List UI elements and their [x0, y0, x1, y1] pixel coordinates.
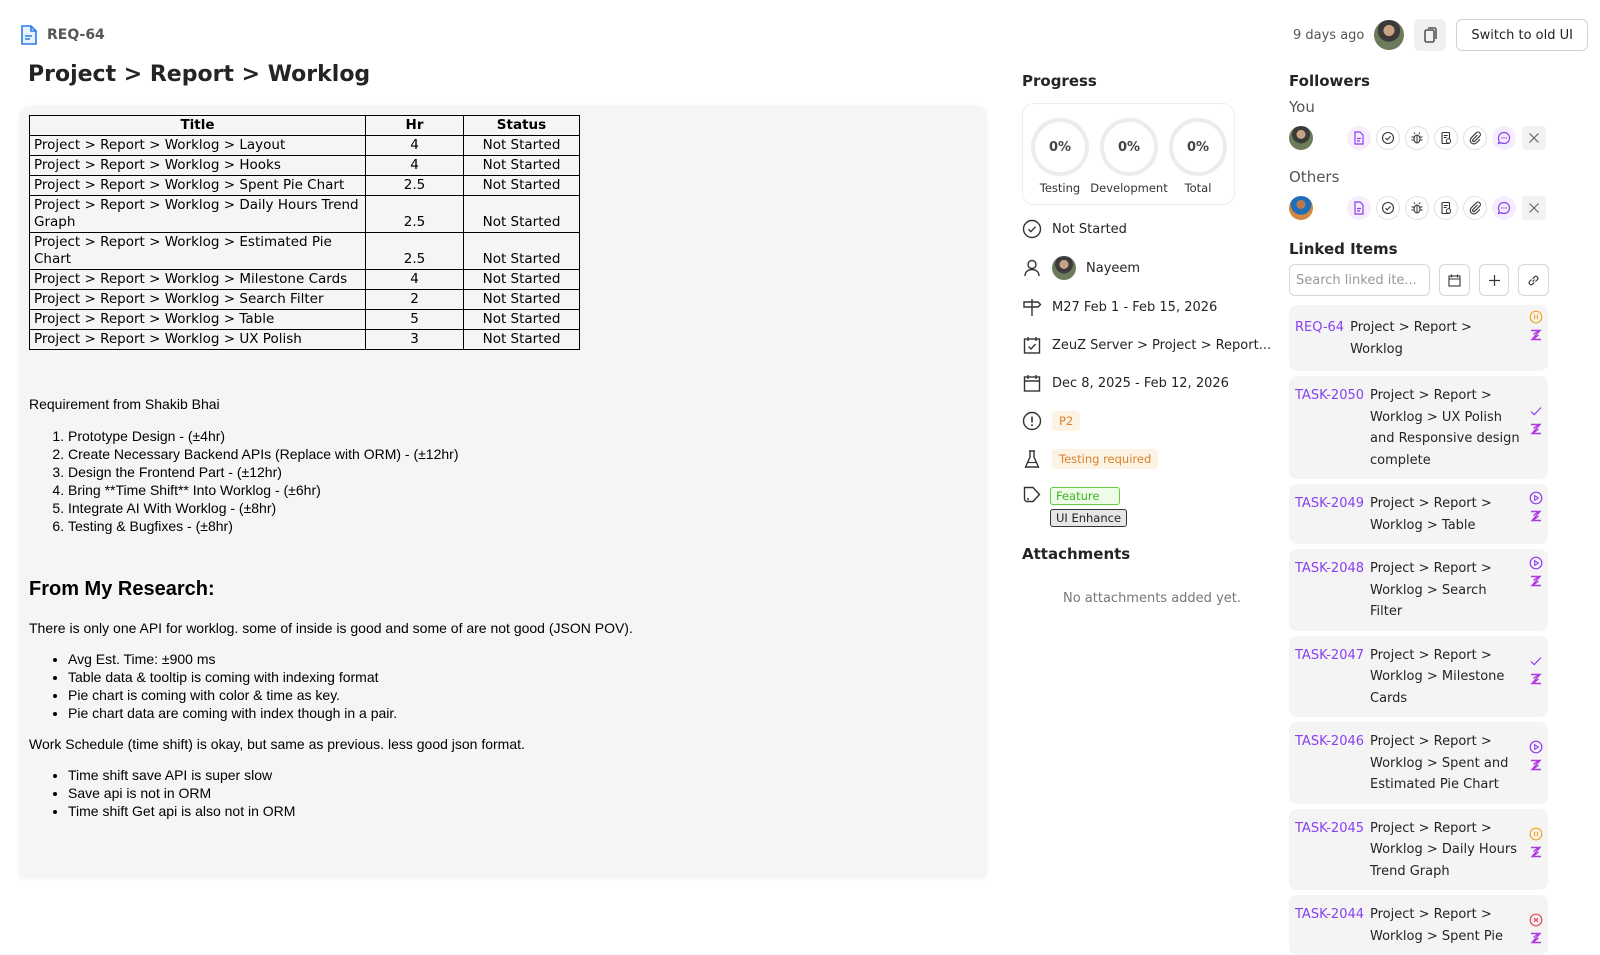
- paperclip-icon: [1468, 201, 1482, 215]
- cell-hr: 5: [366, 310, 464, 330]
- linked-item-id[interactable]: TASK-2046: [1295, 734, 1365, 749]
- zeuz-logo-icon: [1529, 422, 1543, 436]
- priority-badge: P2: [1052, 411, 1080, 431]
- cell-title: Project > Report > Worklog > Hooks: [30, 156, 366, 176]
- follow-testcase-toggle[interactable]: [1434, 126, 1458, 150]
- zeuz-logo-icon: [1529, 931, 1543, 945]
- document-icon: [1352, 201, 1366, 215]
- linked-item-title: Project > Report > Worklog: [1350, 320, 1472, 357]
- document-icon: [20, 25, 37, 45]
- done-check-icon: [1529, 404, 1543, 418]
- cell-status: Not Started: [464, 310, 580, 330]
- check-circle-icon: [1022, 219, 1042, 239]
- table-row: [30, 270, 580, 290]
- progress-label: Testing: [1039, 181, 1081, 195]
- parent-field[interactable]: [1022, 333, 1272, 357]
- page-title: Project > Report > Worklog: [28, 62, 371, 87]
- cell-status: Not Started: [464, 330, 580, 350]
- in-progress-status-icon: [1529, 740, 1543, 754]
- zeuz-logo-icon: [1529, 758, 1543, 772]
- schedule-intro: Work Schedule (time shift) is okay, but same as previous. less good json format.: [29, 736, 525, 752]
- follow-attachment-toggle[interactable]: [1463, 126, 1487, 150]
- cell-status: Not Started: [464, 176, 580, 196]
- zeuz-logo-icon: [1529, 328, 1543, 342]
- linked-item-title: Project > Report > Worklog > Spent Pie: [1370, 907, 1504, 944]
- link-icon: [1526, 273, 1541, 288]
- column-header: Title: [30, 116, 366, 136]
- test-case-icon: [1439, 131, 1453, 145]
- list-item: 1. Prototype Design - (±4hr): [68, 427, 977, 445]
- list-item: • Time shift save API is super slow: [68, 766, 977, 784]
- follow-task-toggle[interactable]: [1376, 196, 1400, 220]
- table-header-row: [30, 116, 580, 136]
- follow-testcase-toggle[interactable]: [1434, 196, 1458, 220]
- cell-status: Not Started: [464, 233, 580, 270]
- follow-comment-toggle[interactable]: [1492, 126, 1516, 150]
- calendar-icon: [1447, 273, 1462, 288]
- follow-requirement-toggle[interactable]: [1347, 196, 1371, 220]
- follow-attachment-toggle[interactable]: [1463, 196, 1487, 220]
- date-range-value: Dec 8, 2025 - Feb 12, 2026: [1052, 375, 1229, 391]
- progress-total: [1169, 118, 1227, 204]
- follow-bug-toggle[interactable]: [1405, 126, 1429, 150]
- requirement-heading: Requirement from Shakib Bhai: [29, 396, 220, 412]
- linked-item-title: Project > Report > Worklog > Search Filter: [1370, 561, 1492, 619]
- followers-others-label: Others: [1289, 168, 1340, 186]
- switch-old-ui-button[interactable]: Switch to old UI: [1456, 19, 1588, 51]
- signpost-icon: [1022, 297, 1042, 317]
- linked-date-filter-button[interactable]: [1439, 264, 1470, 296]
- linked-item-id[interactable]: TASK-2044: [1295, 907, 1365, 922]
- linked-item-id[interactable]: TASK-2050: [1295, 388, 1365, 403]
- progress-ring: 0%: [1100, 118, 1158, 176]
- progress-label: Development: [1090, 181, 1168, 195]
- cell-title: Project > Report > Worklog > Daily Hours Trend Graph: [30, 196, 366, 233]
- list-item: • Table data & tooltip is coming with indexing format: [68, 668, 977, 686]
- person-icon: [1022, 258, 1042, 278]
- cell-title: Project > Report > Worklog > Search Filter: [30, 290, 366, 310]
- remove-follower-button[interactable]: [1522, 196, 1546, 220]
- sidebar-right: [1289, 72, 1549, 955]
- follow-comment-toggle[interactable]: [1492, 196, 1516, 220]
- item-id-badge: [20, 25, 105, 45]
- list-item: • Save api is not in ORM: [68, 784, 977, 802]
- zeuz-logo-icon: [1529, 845, 1543, 859]
- close-icon: [1528, 132, 1540, 144]
- list-item: • Pie chart is coming with color & time as key.: [68, 686, 977, 704]
- copy-button[interactable]: [1414, 19, 1446, 51]
- list-item: 6. Testing & Bugfixes - (±8hr): [68, 517, 977, 535]
- cell-hr: 4: [366, 156, 464, 176]
- list-item: 3. Design the Frontend Part - (±12hr): [68, 463, 977, 481]
- follower-avatar: [1289, 196, 1313, 220]
- schedule-points: [29, 766, 977, 820]
- cell-hr: 2.5: [366, 233, 464, 270]
- plus-icon: [1487, 273, 1502, 288]
- comment-icon: [1497, 131, 1511, 145]
- assignee-avatar: [1052, 256, 1076, 280]
- cell-title: Project > Report > Worklog > Milestone Cards: [30, 270, 366, 290]
- in-progress-status-icon: [1529, 556, 1543, 570]
- progress-card: [1022, 103, 1235, 205]
- linked-item[interactable]: [1289, 809, 1548, 891]
- paperclip-icon: [1468, 131, 1482, 145]
- follow-requirement-toggle[interactable]: [1347, 126, 1371, 150]
- zeuz-logo-icon: [1529, 509, 1543, 523]
- labels-field[interactable]: [1022, 485, 1272, 527]
- cancelled-status-icon: [1529, 913, 1543, 927]
- check-circle-icon: [1381, 131, 1395, 145]
- bug-icon: [1410, 131, 1424, 145]
- remove-follower-button[interactable]: [1522, 126, 1546, 150]
- linked-item-title: Project > Report > Worklog > Milestone Cards: [1370, 647, 1505, 706]
- linked-item[interactable]: [1289, 895, 1548, 955]
- linked-items-list: [1289, 305, 1549, 955]
- creator-avatar[interactable]: [1374, 20, 1404, 50]
- cell-title: Project > Report > Worklog > UX Polish: [30, 330, 366, 350]
- followers-title: Followers: [1289, 72, 1370, 90]
- paused-status-icon: [1529, 827, 1543, 841]
- cell-title: Project > Report > Worklog > Estimated Pie Chart: [30, 233, 366, 270]
- linked-item-title: Project > Report > Worklog > UX Polish and Responsive design complete: [1370, 388, 1520, 468]
- add-linked-item-button[interactable]: [1479, 264, 1510, 296]
- progress-ring: 0%: [1169, 118, 1227, 176]
- linked-item-id[interactable]: TASK-2048: [1295, 561, 1365, 576]
- cell-title: Project > Report > Worklog > Table: [30, 310, 366, 330]
- description-panel[interactable]: [20, 106, 986, 877]
- progress-label: Total: [1184, 181, 1212, 195]
- cell-hr: 2.5: [366, 196, 464, 233]
- assignee-field[interactable]: [1022, 255, 1272, 281]
- follow-task-toggle[interactable]: [1376, 126, 1400, 150]
- link-item-button[interactable]: [1518, 264, 1549, 296]
- table-row: [30, 290, 580, 310]
- cell-title: Project > Report > Worklog > Layout: [30, 136, 366, 156]
- milestone-field[interactable]: [1022, 295, 1272, 319]
- worklog-table: [29, 115, 580, 350]
- alert-circle-icon: [1022, 411, 1042, 431]
- milestone-value: M27 Feb 1 - Feb 15, 2026: [1052, 299, 1218, 315]
- test-case-icon: [1439, 201, 1453, 215]
- linked-item[interactable]: [1289, 722, 1548, 804]
- cell-status: Not Started: [464, 156, 580, 176]
- table-row: [30, 196, 580, 233]
- calendar-icon: [1022, 373, 1042, 393]
- label-feature[interactable]: Feature: [1050, 487, 1120, 505]
- linked-item-id[interactable]: TASK-2049: [1295, 496, 1365, 511]
- cell-hr: 4: [366, 136, 464, 156]
- linked-items-toolbar: [1289, 264, 1549, 296]
- flask-icon: [1022, 449, 1042, 469]
- check-circle-icon: [1381, 201, 1395, 215]
- done-check-icon: [1529, 654, 1543, 668]
- linked-item-id[interactable]: TASK-2045: [1295, 820, 1365, 836]
- cell-hr: 2: [366, 290, 464, 310]
- follower-avatar: [1289, 126, 1313, 150]
- bug-icon: [1410, 201, 1424, 215]
- details-column: [1022, 72, 1272, 606]
- updated-time: 9 days ago: [1292, 27, 1365, 43]
- linked-item-title: Project > Report > Worklog > Table: [1370, 496, 1492, 533]
- linked-item[interactable]: [1289, 636, 1548, 718]
- close-icon: [1528, 202, 1540, 214]
- top-bar: [0, 0, 1600, 60]
- linked-item[interactable]: [1289, 376, 1548, 479]
- cell-hr: 2.5: [366, 176, 464, 196]
- status-field[interactable]: [1022, 217, 1272, 241]
- research-intro: There is only one API for worklog. some of inside is good and some of are not good (JSON POV).: [29, 620, 633, 636]
- research-points: [29, 650, 977, 722]
- progress-testing: [1031, 118, 1089, 204]
- label-ui-enhance[interactable]: UI Enhance: [1050, 509, 1127, 527]
- linked-items-title: Linked Items: [1289, 240, 1398, 258]
- cell-status: Not Started: [464, 136, 580, 156]
- column-header: Hr: [366, 116, 464, 136]
- tag-icon: [1022, 485, 1042, 505]
- zeuz-logo-icon: [1529, 672, 1543, 686]
- table-row: [30, 176, 580, 196]
- cell-hr: 4: [366, 270, 464, 290]
- cell-title: Project > Report > Worklog > Spent Pie Chart: [30, 176, 366, 196]
- list-item: 4. Bring **Time Shift** Into Worklog - (±6hr): [68, 481, 977, 499]
- table-row: [30, 310, 580, 330]
- linked-item-id[interactable]: REQ-64: [1295, 320, 1345, 335]
- followers-you-label: You: [1289, 98, 1315, 116]
- attachments-empty: No attachments added yet.: [1062, 591, 1241, 606]
- list-item: 2. Create Necessary Backend APIs (Replace with ORM) - (±12hr): [68, 445, 977, 463]
- priority-field[interactable]: [1022, 409, 1272, 433]
- item-id: REQ-64: [47, 27, 105, 43]
- follow-bug-toggle[interactable]: [1405, 196, 1429, 220]
- cell-hr: 3: [366, 330, 464, 350]
- progress-development: [1090, 118, 1168, 204]
- research-heading: From My Research:: [29, 578, 215, 600]
- table-row: [30, 156, 580, 176]
- testing-badge: Testing required: [1052, 449, 1158, 469]
- cell-status: Not Started: [464, 196, 580, 233]
- linked-item-title: Project > Report > Worklog > Spent and Estimated Pie Chart: [1370, 734, 1509, 792]
- table-row: [30, 330, 580, 350]
- zeuz-logo-icon: [1529, 574, 1543, 588]
- calendar-check-icon: [1022, 335, 1042, 355]
- follower-other-row: [1289, 194, 1549, 222]
- list-item: • Avg Est. Time: ±900 ms: [68, 650, 977, 668]
- copy-icon: [1422, 27, 1438, 43]
- in-progress-status-icon: [1529, 491, 1543, 505]
- comment-icon: [1497, 201, 1511, 215]
- paused-status-icon: [1529, 310, 1543, 324]
- date-range-field[interactable]: [1022, 371, 1272, 395]
- linked-item[interactable]: [1289, 484, 1548, 544]
- linked-items-search-input[interactable]: [1289, 264, 1430, 296]
- column-header: Status: [464, 116, 580, 136]
- list-item: • Time shift Get api is also not in ORM: [68, 802, 977, 820]
- table-row: [30, 136, 580, 156]
- testing-field[interactable]: [1022, 447, 1272, 471]
- attachments-title: Attachments: [1022, 545, 1131, 563]
- cell-status: Not Started: [464, 290, 580, 310]
- progress-ring: 0%: [1031, 118, 1089, 176]
- linked-item-title: Project > Report > Worklog > Daily Hours Trend Graph: [1370, 820, 1518, 879]
- progress-title: Progress: [1022, 72, 1097, 90]
- parent-value: ZeuZ Server > Project > Report...: [1052, 337, 1272, 353]
- linked-item[interactable]: [1289, 305, 1548, 371]
- table-row: [30, 233, 580, 270]
- linked-item-id[interactable]: TASK-2047: [1295, 647, 1365, 663]
- linked-item[interactable]: [1289, 549, 1548, 631]
- requirement-list: [29, 427, 977, 535]
- status-value: Not Started: [1052, 221, 1127, 237]
- cell-status: Not Started: [464, 270, 580, 290]
- document-icon: [1352, 131, 1366, 145]
- list-item: • Pie chart data are coming with index though in a pair.: [68, 704, 977, 722]
- assignee-name: Nayeem: [1086, 260, 1141, 276]
- follower-you-row: [1289, 124, 1549, 152]
- list-item: 5. Integrate AI With Worklog - (±8hr): [68, 499, 977, 517]
